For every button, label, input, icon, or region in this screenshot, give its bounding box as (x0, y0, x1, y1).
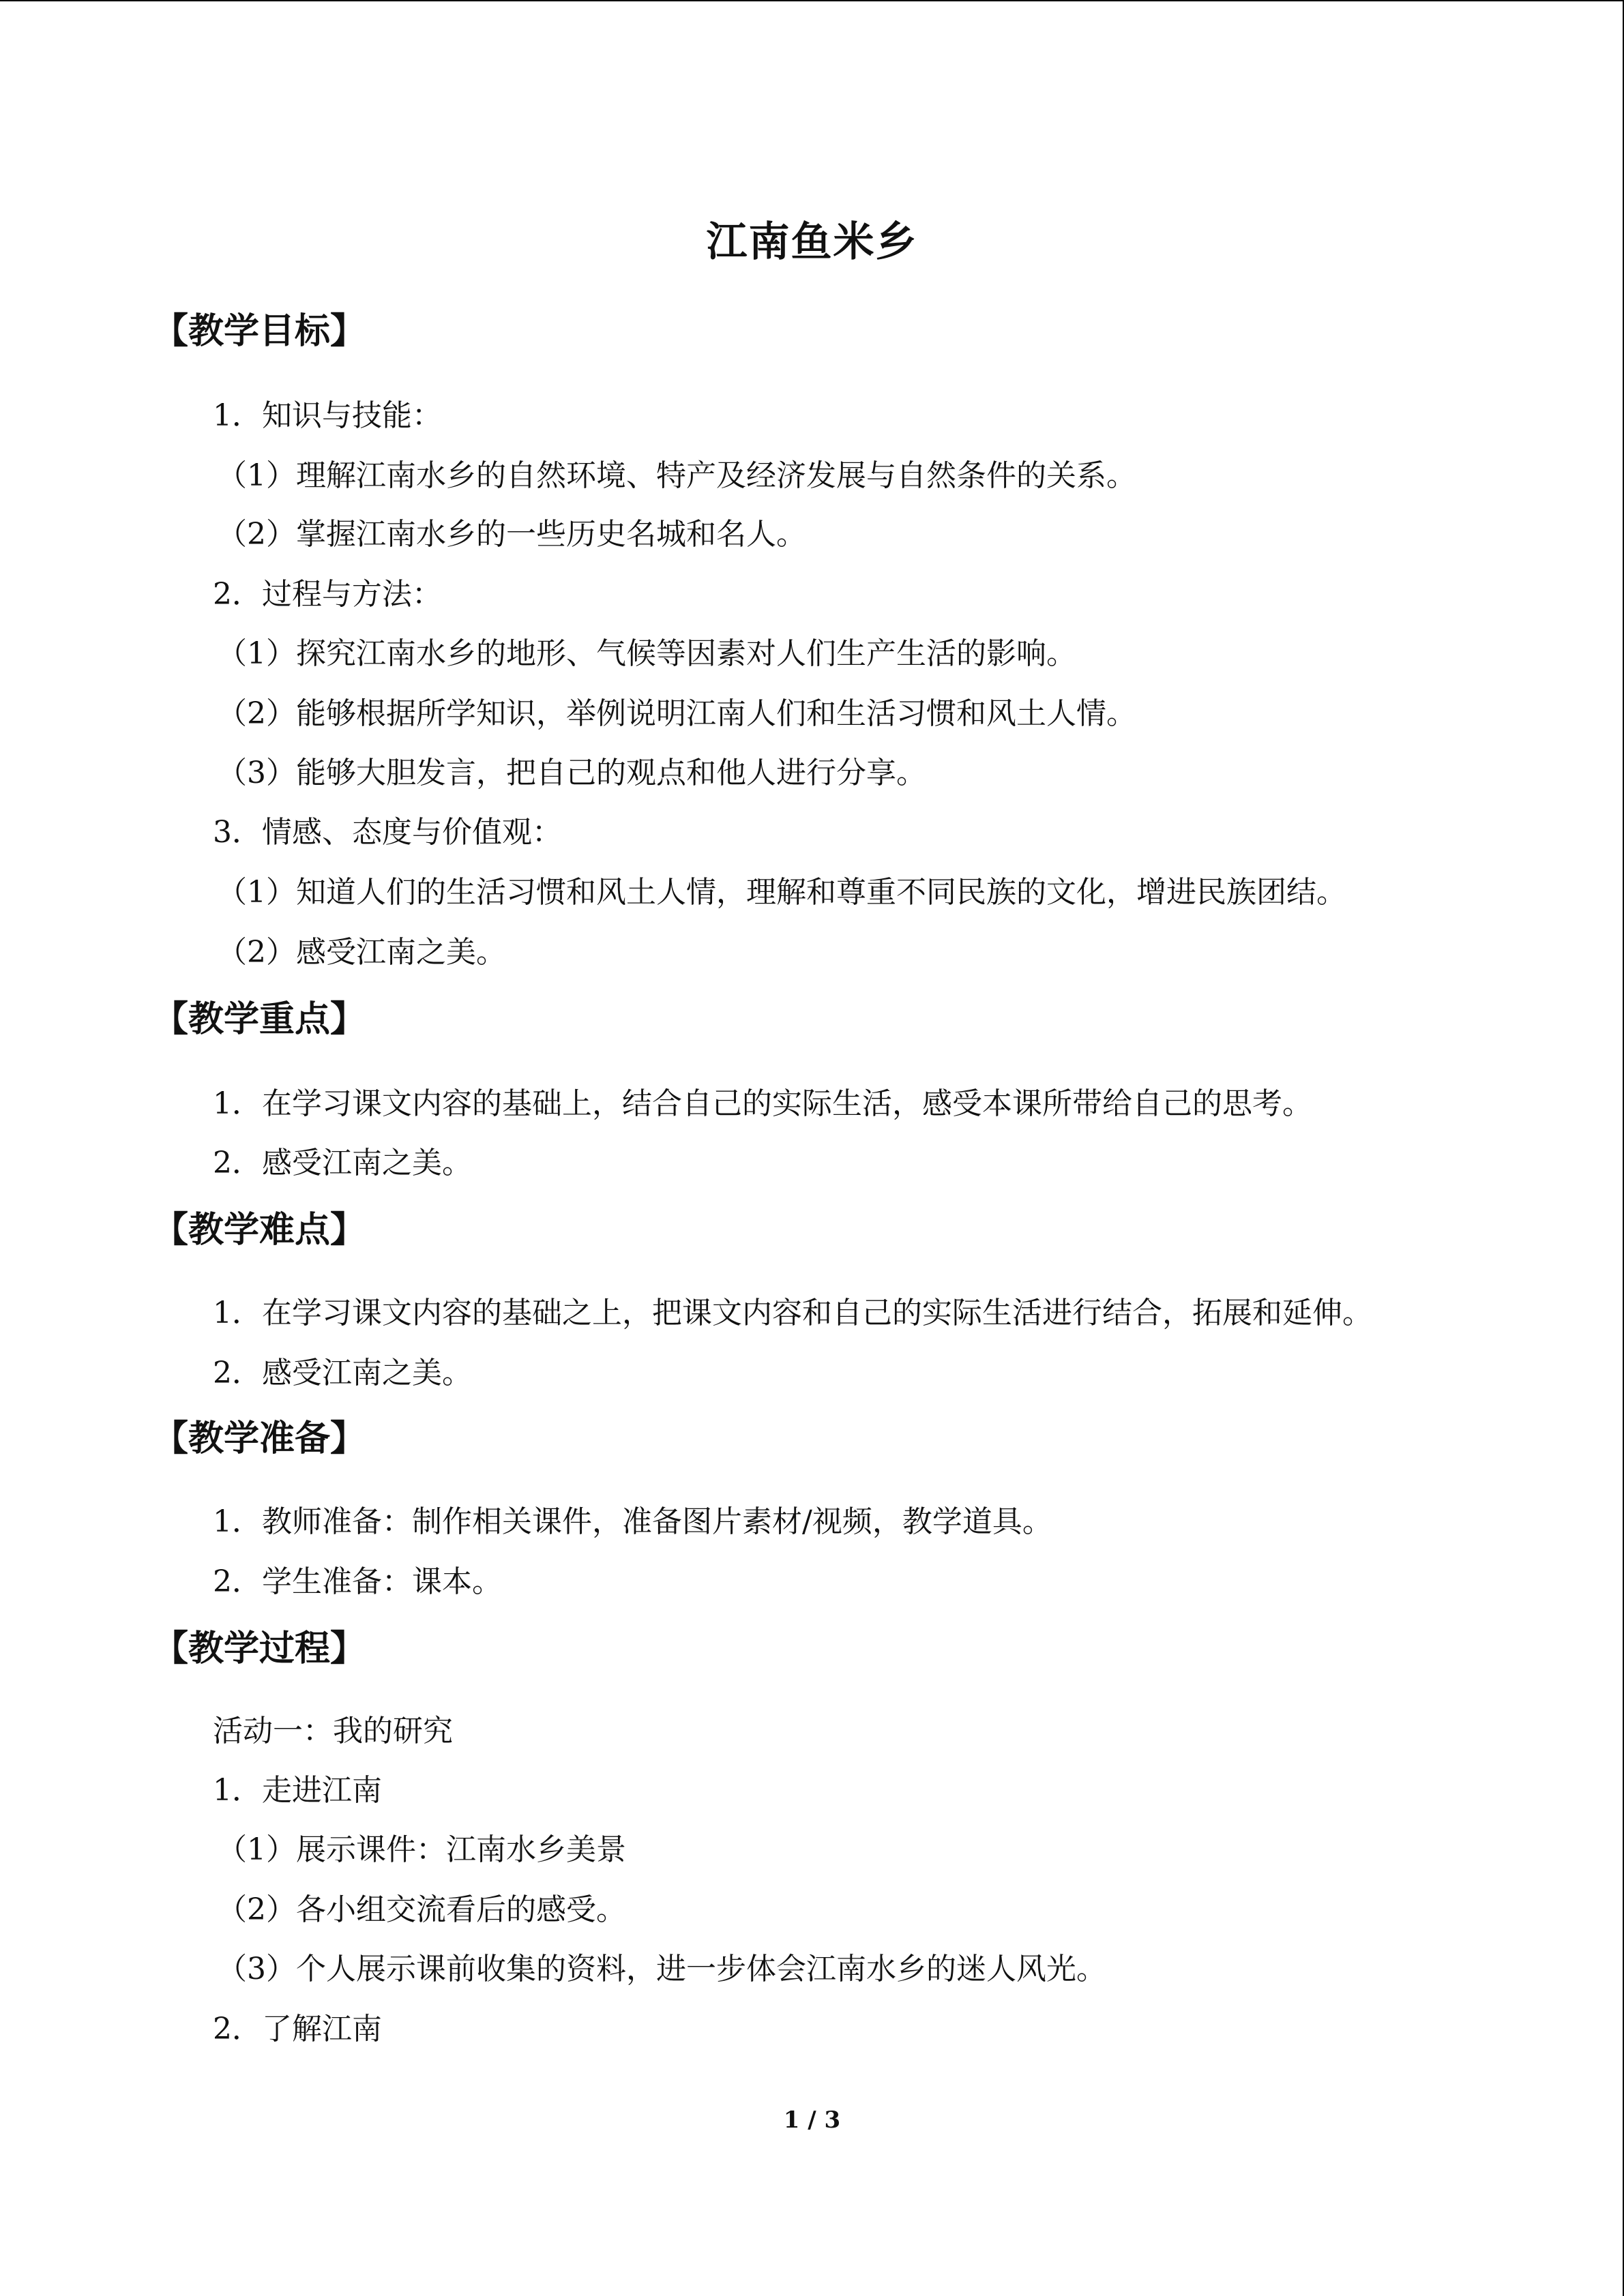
objectives-line-6: （2）能够根据所学知识，举例说明江南人们和生活习惯和风土人情。 (217, 696, 1136, 731)
section-heading-process: 【教学过程】 (153, 1628, 366, 1669)
process-line-2: 1．走进江南 (213, 1773, 382, 1808)
key-points-line-1: 1．在学习课文内容的基础上，结合自己的实际生活，感受本课所带给自己的思考。 (213, 1086, 1312, 1121)
objectives-line-2: （1）理解江南水乡的自然环境、特产及经济发展与自然条件的关系。 (217, 458, 1136, 493)
preparation-line-1: 1．教师准备：制作相关课件，准备图片素材/视频，教学道具。 (213, 1504, 1052, 1539)
difficulties-line-2: 2．感受江南之美。 (213, 1356, 472, 1390)
objectives-line-4: 2．过程与方法： (213, 577, 442, 612)
objectives-line-7: （3）能够大胆发言，把自己的观点和他人进行分享。 (217, 756, 926, 790)
objectives-line-3: （2）掌握江南水乡的一些历史名城和名人。 (217, 517, 806, 552)
section-heading-objectives: 【教学目标】 (153, 310, 366, 352)
difficulties-line-1: 1．在学习课文内容的基础之上，把课文内容和自己的实际生活进行结合，拓展和延伸。 (213, 1296, 1372, 1330)
section-heading-preparation: 【教学准备】 (153, 1418, 366, 1459)
process-line-6: 2．了解江南 (213, 2012, 382, 2046)
objectives-line-1: 1．知识与技能： (213, 398, 442, 433)
page-number: 1 / 3 (783, 2106, 841, 2134)
process-line-5: （3）个人展示课前收集的资料，进一步体会江南水乡的迷人风光。 (217, 1952, 1106, 1986)
section-heading-key-points: 【教学重点】 (153, 998, 366, 1040)
objectives-line-8: 3．情感、态度与价值观： (213, 815, 562, 850)
document-title: 江南鱼米乡 (706, 218, 918, 266)
process-line-3: （1）展示课件：江南水乡美景 (217, 1832, 626, 1867)
objectives-line-10: （2）感受江南之美。 (217, 935, 506, 970)
process-line-1: 活动一：我的研究 (213, 1714, 453, 1748)
process-line-4: （2）各小组交流看后的感受。 (217, 1892, 626, 1927)
objectives-line-5: （1）探究江南水乡的地形、气候等因素对人们生产生活的影响。 (217, 636, 1076, 671)
objectives-line-9: （1）知道人们的生活习惯和风土人情，理解和尊重不同民族的文化，增进民族团结。 (217, 875, 1346, 910)
key-points-line-2: 2．感受江南之美。 (213, 1146, 472, 1180)
preparation-line-2: 2．学生准备：课本。 (213, 1564, 502, 1599)
section-heading-difficulties: 【教学难点】 (153, 1209, 366, 1251)
